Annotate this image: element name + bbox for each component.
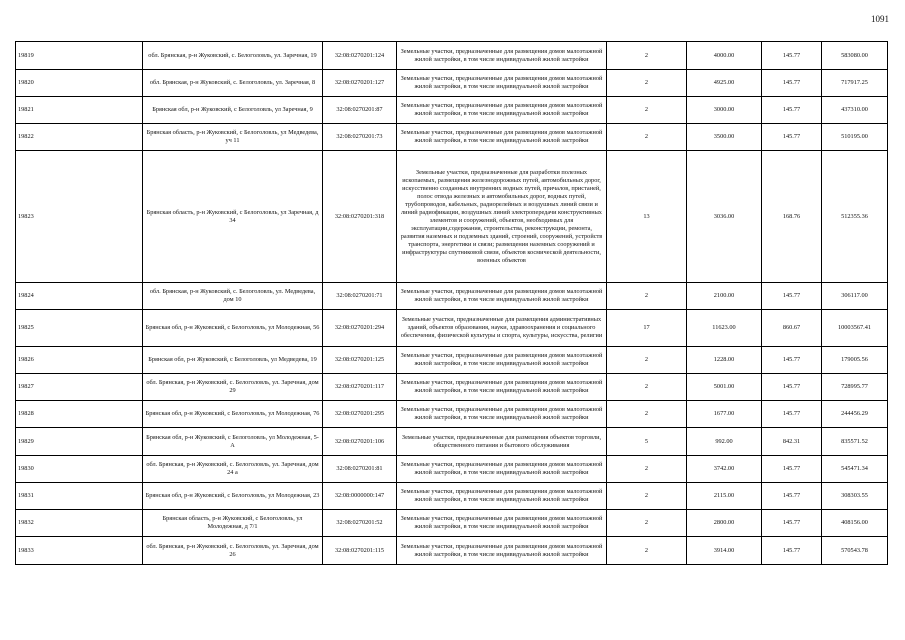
cadastral-value-cell: 179005.56 (822, 347, 888, 374)
group-cell: 2 (607, 401, 687, 428)
cadastral-value-cell: 728995.77 (822, 374, 888, 401)
land-use-cell: Земельные участки, предназначенные для размещения домов малоэтажной жилой застройки, в том числе индивидуальной жилой застройки (397, 510, 607, 537)
group-cell: 2 (607, 283, 687, 310)
row-number: 19825 (16, 310, 143, 347)
area-cell: 4925.00 (687, 70, 762, 97)
area-cell: 11623.00 (687, 310, 762, 347)
specific-value-cell: 145.77 (762, 283, 822, 310)
cadastral-number-cell: 32:08:0270201:87 (323, 97, 397, 124)
cadastral-number-cell: 32:08:0270201:81 (323, 456, 397, 483)
specific-value-cell: 145.77 (762, 537, 822, 565)
table-row (16, 347, 888, 374)
row-number: 19826 (16, 347, 143, 374)
land-use-cell: Земельные участки, предназначенные для размещения домов малоэтажной жилой застройки, в том числе индивидуальной жилой застройки (397, 401, 607, 428)
area-cell: 3742.00 (687, 456, 762, 483)
group-cell: 2 (607, 124, 687, 151)
area-cell: 2115.00 (687, 483, 762, 510)
cadastral-number-cell: 32:08:0270201:124 (323, 42, 397, 70)
group-cell: 2 (607, 347, 687, 374)
cadastral-value-table (15, 41, 888, 565)
cadastral-value-cell: 306117.00 (822, 283, 888, 310)
specific-value-cell: 145.77 (762, 483, 822, 510)
cadastral-number-cell: 32:08:0270201:125 (323, 347, 397, 374)
address-cell: обл. Брянская, р-н Жуковский, с. Белоголовль, ул. Заречная, дом 26 (143, 537, 323, 565)
land-use-cell: Земельные участки, предназначенные для размещения домов малоэтажной жилой застройки, в том числе индивидуальной жилой застройки (397, 42, 607, 70)
specific-value-cell: 168.76 (762, 151, 822, 283)
cadastral-value-cell: 308303.55 (822, 483, 888, 510)
cadastral-number-cell: 32:08:0270201:318 (323, 151, 397, 283)
cadastral-number-cell: 32:08:0000000:147 (323, 483, 397, 510)
cadastral-value-cell: 835571.52 (822, 428, 888, 456)
row-number: 19831 (16, 483, 143, 510)
row-number: 19821 (16, 97, 143, 124)
cadastral-value-cell: 244456.29 (822, 401, 888, 428)
address-cell: Брянская обл, р-н Жуковский, с Белоголовль, ул Молодежная, 23 (143, 483, 323, 510)
cadastral-number-cell: 32:08:0270201:295 (323, 401, 397, 428)
address-cell: Брянская обл, р-н Жуковский, с Белоголовль, ул Медведева, 19 (143, 347, 323, 374)
table-row (16, 42, 888, 70)
address-cell: Брянская область, р-н Жуковский, с Белоголовль, ул Заречная, д 34 (143, 151, 323, 283)
area-cell: 992.00 (687, 428, 762, 456)
area-cell: 2800.00 (687, 510, 762, 537)
table-row (16, 401, 888, 428)
cadastral-number-cell: 32:08:0270201:127 (323, 70, 397, 97)
specific-value-cell: 145.77 (762, 70, 822, 97)
cadastral-number-cell: 32:08:0270201:117 (323, 374, 397, 401)
address-cell: Брянская область, р-н Жуковский, с Белоголовль, ул Медведева, уч 11 (143, 124, 323, 151)
table-row (16, 374, 888, 401)
cadastral-value-cell: 512355.36 (822, 151, 888, 283)
group-cell: 2 (607, 483, 687, 510)
group-cell: 5 (607, 428, 687, 456)
address-cell: обл. Брянская, р-н Жуковский, с. Белоголовль, ул. Заречная, 19 (143, 42, 323, 70)
area-cell: 1228.00 (687, 347, 762, 374)
row-number: 19819 (16, 42, 143, 70)
land-use-cell: Земельные участки, предназначенные для размещения домов малоэтажной жилой застройки, в том числе индивидуальной жилой застройки (397, 347, 607, 374)
cadastral-value-cell: 10003567.41 (822, 310, 888, 347)
group-cell: 2 (607, 42, 687, 70)
group-cell: 2 (607, 70, 687, 97)
table-row (16, 124, 888, 151)
address-cell: Брянская обл, р-н Жуковский, с Белоголовль, ул Молодежная, 5-А (143, 428, 323, 456)
row-number: 19824 (16, 283, 143, 310)
land-use-cell: Земельные участки, предназначенные для размещения домов малоэтажной жилой застройки, в том числе индивидуальной жилой застройки (397, 456, 607, 483)
group-cell: 17 (607, 310, 687, 347)
row-number: 19830 (16, 456, 143, 483)
cadastral-value-cell: 408156.00 (822, 510, 888, 537)
land-use-cell: Земельные участки, предназначенные для размещения домов малоэтажной жилой застройки, в том числе индивидуальной жилой застройки (397, 97, 607, 124)
row-number: 19829 (16, 428, 143, 456)
table-row (16, 456, 888, 483)
specific-value-cell: 145.77 (762, 374, 822, 401)
table-row (16, 151, 888, 283)
address-cell: Брянская обл, р-н Жуковский, с Белоголовль, ул Заречная, 9 (143, 97, 323, 124)
row-number: 19833 (16, 537, 143, 565)
group-cell: 2 (607, 97, 687, 124)
table-body (16, 42, 888, 565)
area-cell: 3000.00 (687, 97, 762, 124)
address-cell: обл. Брянская, р-н Жуковский, с. Белоголовль, ул. Заречная, 8 (143, 70, 323, 97)
address-cell: Брянская обл, р-н Жуковский, с Белоголовль, ул Молодежная, 56 (143, 310, 323, 347)
cadastral-number-cell: 32:08:0270201:71 (323, 283, 397, 310)
row-number: 19827 (16, 374, 143, 401)
land-use-cell: Земельные участки, предназначенные для разработки полезных ископаемых, размещения железнодорожных путей, автомобильных дорог, искусственно созданных внутренних водных путей, причалов, пристаней, полос отвода железных и автомобильных дорог, водных путей, трубопроводов, кабельных, радиорелейных и воздушных линий связи и линий радиофикации, воздушных линий электропередачи конструктивных элементов и сооружений, объектов, необходимых для эксплуатации,содержания, строительства, реконструкции, ремонта, развития наземных и подземных зданий, строений, сооружений, устройств транспорта, энергетики и связи; размещения наземных сооружений и инфраструктуры спутниковой связи, объектов космической деятельности, военных объектов (397, 151, 607, 283)
specific-value-cell: 145.77 (762, 456, 822, 483)
cadastral-value-cell: 545471.34 (822, 456, 888, 483)
specific-value-cell: 145.77 (762, 401, 822, 428)
row-number: 19823 (16, 151, 143, 283)
cadastral-number-cell: 32:08:0270201:294 (323, 310, 397, 347)
specific-value-cell: 842.31 (762, 428, 822, 456)
group-cell: 2 (607, 537, 687, 565)
address-cell: обл. Брянская, р-н Жуковский, с. Белоголовль, ул. Заречная, дом 24 а (143, 456, 323, 483)
area-cell: 2100.00 (687, 283, 762, 310)
area-cell: 4000.00 (687, 42, 762, 70)
group-cell: 2 (607, 510, 687, 537)
address-cell: обл. Брянская, р-н Жуковский, с. Белоголовль, ул. Медведева, дом 10 (143, 283, 323, 310)
area-cell: 3500.00 (687, 124, 762, 151)
cadastral-value-cell: 570543.78 (822, 537, 888, 565)
cadastral-number-cell: 32:08:0270201:73 (323, 124, 397, 151)
cadastral-number-cell: 32:08:0270201:52 (323, 510, 397, 537)
row-number: 19820 (16, 70, 143, 97)
specific-value-cell: 145.77 (762, 124, 822, 151)
cadastral-number-cell: 32:08:0270201:106 (323, 428, 397, 456)
cadastral-value-cell: 510195.00 (822, 124, 888, 151)
table-row (16, 283, 888, 310)
group-cell: 13 (607, 151, 687, 283)
land-use-cell: Земельные участки, предназначенные для размещения домов малоэтажной жилой застройки, в том числе индивидуальной жилой застройки (397, 70, 607, 97)
address-cell: обл. Брянская, р-н Жуковский, с. Белоголовль, ул. Заречная, дом 29 (143, 374, 323, 401)
land-use-cell: Земельные участки, предназначенные для размещения домов малоэтажной жилой застройки, в том числе индивидуальной жилой застройки (397, 124, 607, 151)
address-cell: Брянская область, р-н Жуковский, с Белоголовль, ул Молодежная, д 7/1 (143, 510, 323, 537)
cadastral-value-cell: 583080.00 (822, 42, 888, 70)
land-use-cell: Земельные участки, предназначенные для размещения домов малоэтажной жилой застройки, в том числе индивидуальной жилой застройки (397, 374, 607, 401)
table-row (16, 537, 888, 565)
table-row (16, 97, 888, 124)
table-row (16, 483, 888, 510)
land-use-cell: Земельные участки, предназначенные для размещения домов малоэтажной жилой застройки, в том числе индивидуальной жилой застройки (397, 283, 607, 310)
area-cell: 5001.00 (687, 374, 762, 401)
table-row (16, 510, 888, 537)
group-cell: 2 (607, 374, 687, 401)
land-use-cell: Земельные участки, предназначенные для размещения домов малоэтажной жилой застройки, в том числе индивидуальной жилой застройки (397, 537, 607, 565)
address-cell: Брянская обл, р-н Жуковский, с Белоголовль, ул Молодежная, 76 (143, 401, 323, 428)
cadastral-number-cell: 32:08:0270201:115 (323, 537, 397, 565)
land-use-cell: Земельные участки, предназначенные для размещения домов малоэтажной жилой застройки, в том числе индивидуальной жилой застройки (397, 483, 607, 510)
area-cell: 3036.00 (687, 151, 762, 283)
specific-value-cell: 145.77 (762, 42, 822, 70)
specific-value-cell: 145.77 (762, 347, 822, 374)
table-row (16, 70, 888, 97)
cadastral-value-cell: 437310.00 (822, 97, 888, 124)
land-use-cell: Земельные участки, предназначенные для размещения объектов торговли, общественного питания и бытового обслуживания (397, 428, 607, 456)
specific-value-cell: 145.77 (762, 97, 822, 124)
area-cell: 1677.00 (687, 401, 762, 428)
row-number: 19828 (16, 401, 143, 428)
table-row (16, 310, 888, 347)
table-row (16, 428, 888, 456)
specific-value-cell: 145.77 (762, 510, 822, 537)
page-number: 1091 (871, 14, 889, 24)
row-number: 19832 (16, 510, 143, 537)
cadastral-value-cell: 717917.25 (822, 70, 888, 97)
group-cell: 2 (607, 456, 687, 483)
land-use-cell: Земельные участки, предназначенные для размещения административных зданий, объектов образования, науки, здравоохранения и социального обеспечения, физической культуры и спорта, культуры, искусства, религии (397, 310, 607, 347)
row-number: 19822 (16, 124, 143, 151)
specific-value-cell: 860.67 (762, 310, 822, 347)
area-cell: 3914.00 (687, 537, 762, 565)
